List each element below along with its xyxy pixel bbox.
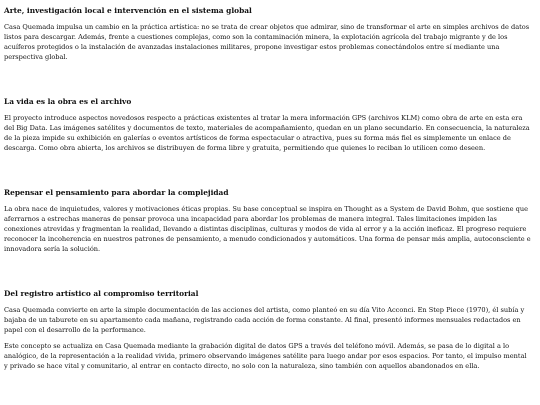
section-vida-obra-archivo [4,97,532,159]
section-heading: Del registro artístico al compromiso territorial [4,289,199,298]
section-paragraph: El proyecto introduce aspectos novedosos respecto a prácticas existentes al tratar la mera información GPS (archivos KLM) como obra de arte en esta era del Big Data. Las imágenes satélites y documentos de texto, materiales de acompañamiento, quedan en un plano secundario. En consecuencia, la naturaleza de la pieza impide su exhibición en galerías o eventos artísticos de forma espectacular o atractiva, pues su forma más fiel es simplemente un enlace de descarga. Como obra abierta, los archivos se distribuyen de forma libre y gratuita, permitiendo que quienes lo reciban lo utilicen como deseen. [4,114,530,152]
section-paragraph: Casa Quemada impulsa un cambio en la práctica artística: no se trata de crear objetos que admirar, sino de transformar el arte en simples archivos de datos listos para descargar. Además, frente a cuestiones complejas, como son la contaminación minera, la explotación agrícola del trabajo migrante y de los acuíferos protegidos o la instalación de avanzadas instalaciones militares, propone investigar estos problemas conectándolos entre sí mediante una perspectiva global. [4,23,530,61]
section-paragraph: Casa Quemada convierte en arte la simple documentación de las acciones del artista, como planteó en su día Vito Acconci. En Step Piece (1970), él subía y bajaba de un taburete en su apartamento cada mañana, registrando cada acción de forma constante. Al final, presentó informes mensuales redactados en papel con el desarrollo de la performance. [4,306,525,334]
section-repensar-pensamiento [4,188,532,260]
section-heading: Arte, investigación local e intervención en el sistema global [4,6,252,15]
section-paragraph: La obra nace de inquietudes, valores y motivaciones éticas propias. Su base conceptual se inspira en Thought as a System de David Bohm, que sostiene que aferrarnos a estrechas maneras de pensar provoca una incapacidad para abordar los problemas de manera integral. Tales limitaciones impiden las conexiones atrevidas y fragmentan la realidad, llevando a distintas disciplinas, culturas y modos de vida al error y a la acción ineficaz. El progreso requiere reconocer la incoherencia en nuestros patrones de pensamiento, a menudo condicionados y automáticos. Una forma de pensar más amplia, autoconsciente e innovadora sería la solución. [4,205,531,253]
section-paragraph: Este concepto se actualiza en Casa Quemada mediante la grabación digital de datos GPS a través del teléfono móvil. Además, se pasa de lo digital a lo analógico, de la representación a la realidad vivida, primero observando imágenes satélite para luego andar por esos espacios. Por tanto, el impulso mental y privado se hace vital y comunitario, al entrar en contacto directo, no solo con la naturaleza, sino también con aquellos abandonados en ella. [4,342,527,370]
section-heading: Repensar el pensamiento para abordar la complejidad [4,188,229,197]
section-arte-investigacion [4,6,532,68]
section-heading: La vida es la obra es el archivo [4,97,132,106]
section-registro-compromiso [4,289,532,377]
